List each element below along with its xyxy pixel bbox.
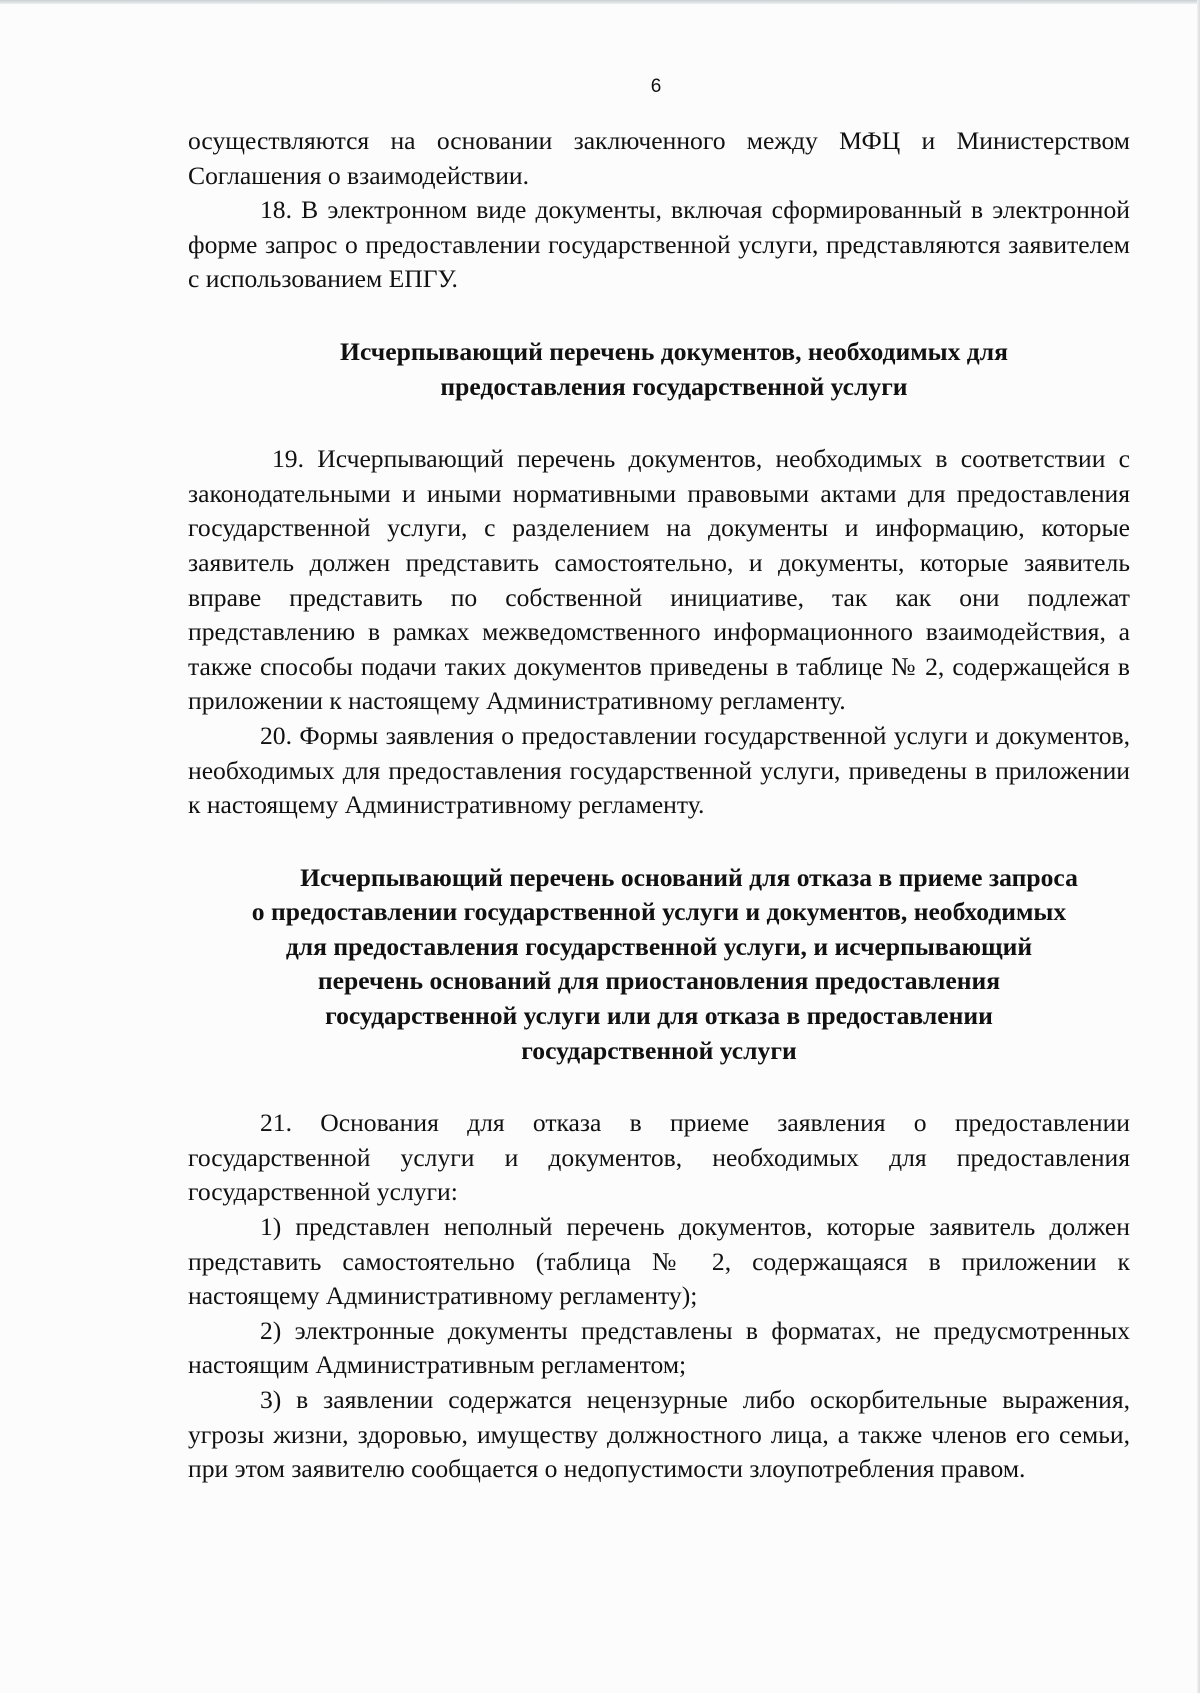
list-item-3: 3) в заявлении содержатся нецензурные либо оскорбительные выражения, угрозы жизни, здоровью, имуществу должностного лица, а также членов его семьи, при этом заявителю сообщается о недопустимости злоупотребления правом. bbox=[188, 1385, 1130, 1484]
paragraph-intro: осуществляются на основании заключенного между МФЦ и Министерством Соглашения о взаимодействии. bbox=[188, 126, 1130, 190]
list-item-1: 1) представлен неполный перечень документов, которые заявитель должен представить самостоятельно (таблица № 2, содержащаяся в приложении к настоящему Административному регламенту); bbox=[188, 1212, 1130, 1311]
heading-line: предоставления государственной услуги bbox=[440, 371, 908, 401]
heading-line: государственной услуги или для отказа в предоставлении bbox=[325, 1001, 993, 1031]
heading-line: перечень оснований для приостановления предоставления bbox=[317, 966, 1001, 996]
document-body bbox=[188, 124, 1130, 1487]
heading-line: Исчерпывающий перечень оснований для отказа в приеме запроса bbox=[300, 862, 1078, 892]
section-heading-documents bbox=[188, 335, 1130, 404]
heading-line: Исчерпывающий перечень документов, необходимых для bbox=[340, 336, 1008, 366]
heading-line: государственной услуги bbox=[521, 1035, 797, 1065]
paragraph-21: 21. Основания для отказа в приеме заявления о предоставлении государственной услуги и документов, необходимых для предоставления государственной услуги: bbox=[188, 1108, 1130, 1207]
section-heading-refusal bbox=[188, 861, 1130, 1069]
paragraph-19: 19. Исчерпывающий перечень документов, необходимых в соответствии с законодательными и иными нормативными правовыми актами для предоставления государственной услуги, с разделением на документы и информацию, которые заявитель должен представить самостоятельно, и документы, которые заявитель вправе представить по собственной инициативе, так как они подлежат представлению в рамках межведомственного информационного взаимодействия, а также способы подачи таких документов приведены в таблице № 2, содержащейся в приложении к настоящему Административному регламенту. bbox=[188, 444, 1130, 716]
heading-line: для предоставления государственной услуги, и исчерпывающий bbox=[285, 931, 1033, 961]
scan-edge-top bbox=[0, 0, 1200, 4]
paragraph-18: 18. В электронном виде документы, включая сформированный в электронной форме запрос о предоставлении государственной услуги, представляются заявителем с использованием ЕПГУ. bbox=[188, 195, 1130, 294]
page-number: 6 bbox=[650, 76, 662, 97]
heading-line: о предоставлении государственной услуги и документов, необходимых bbox=[251, 897, 1067, 927]
paragraph-20: 20. Формы заявления о предоставлении государственной услуги и документов, необходимых для предоставления государственной услуги, приведены в приложении к настоящему Административному регламенту. bbox=[188, 720, 1130, 820]
list-item-2: 2) электронные документы представлены в форматах, не предусмотренных настоящим Административным регламентом; bbox=[188, 1315, 1130, 1380]
